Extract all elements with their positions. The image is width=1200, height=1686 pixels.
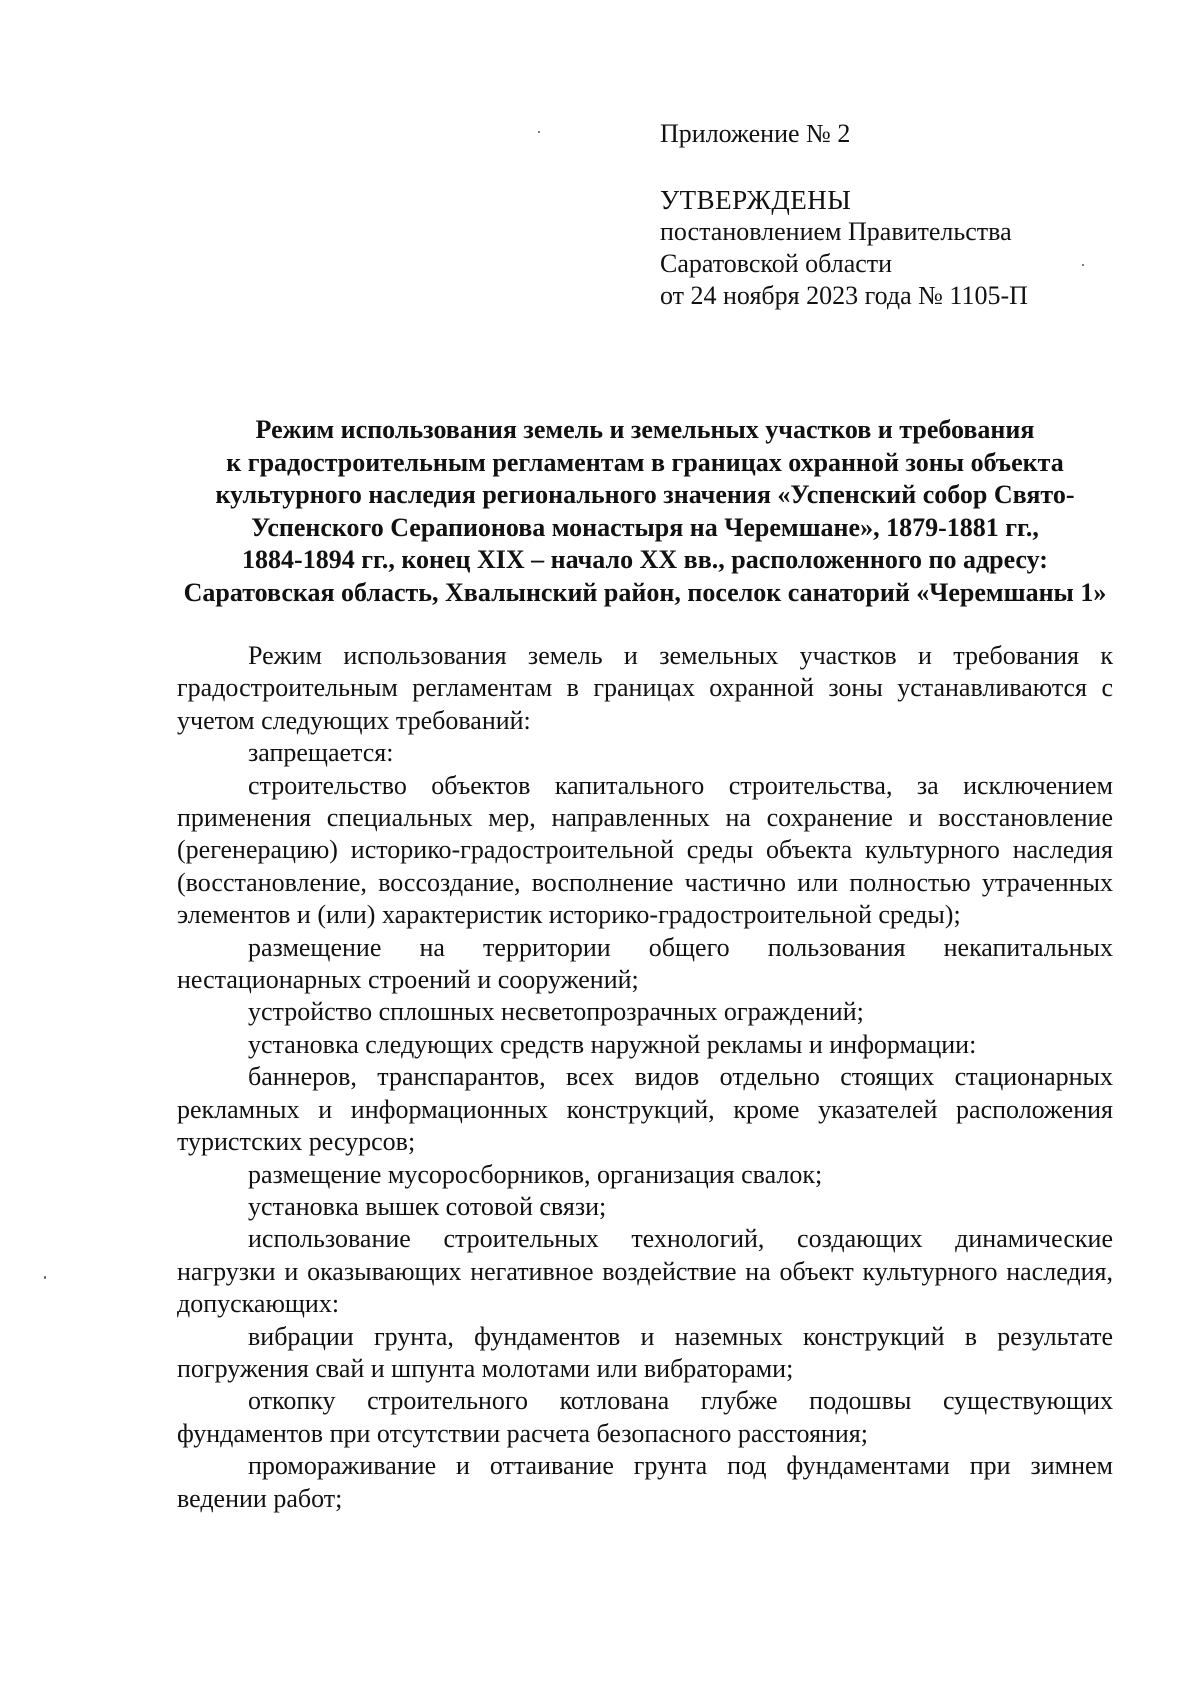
approval-block: [660, 118, 1140, 312]
body-paragraph: вибрации грунта, фундаментов и наземных конструкций в результате погружения свай и шпунта молотами или вибраторами;: [177, 1321, 1113, 1383]
body-paragraph: запрещается:: [248, 738, 394, 768]
title-line: Саратовская область, Хвалынский район, поселок санаторий «Черемшаны 1»: [183, 577, 1107, 607]
scan-speck: [538, 131, 540, 133]
body-paragraph: использование строительных технологий, создающих динамические нагрузки и оказывающих негативное воздействие на объект культурного наследия, допускающих:: [177, 1224, 1113, 1319]
body-paragraph: размещение на территории общего пользования некапитальных нестационарных строений и сооружений;: [177, 932, 1113, 995]
annex-number: Приложение № 2: [660, 119, 851, 148]
approval-line: Саратовской области: [660, 249, 893, 278]
body-paragraph: баннеров, транспарантов, всех видов отдельно стоящих стационарных рекламных и информационных конструкций, кроме указателей расположения туристских ресурсов;: [177, 1062, 1113, 1157]
body-paragraph: строительство объектов капитального строительства, за исключением применения специальных мер, направленных на сохранение и восстановление (регенерацию) историко-градостроительной среды объекта культурного наследия (восстановление, воссоздание, восполнение частично или полностью утраченных элементов и (или) характеристик историко-градостроительной среды);: [177, 770, 1113, 930]
title-line: к градостроительным регламентам в границах охранной зоны объекта: [226, 447, 1064, 477]
title-line: Успенского Серапионова монастыря на Черемшане», 1879-1881 гг.,: [251, 512, 1039, 542]
title-line: Режим использования земель и земельных участков и требования: [255, 415, 1035, 444]
title-line: культурного наследия регионального значения «Успенский собор Свято-: [215, 480, 1075, 509]
body-paragraph: установка вышек сотовой связи;: [248, 1191, 607, 1221]
approval-line: от 24 ноября 2023 года № 1105-П: [660, 281, 1028, 310]
document-body: [177, 640, 1113, 1515]
body-paragraph: промораживание и оттаивание грунта под фундаментами при зимнем ведении работ;: [177, 1451, 1113, 1513]
body-paragraph: Режим использования земель и земельных участков и требования к градостроительным регламентам в границах охранной зоны устанавливаются с учетом следующих требований:: [177, 641, 1113, 735]
scan-speck: [44, 1276, 46, 1279]
scan-speck: [1082, 264, 1084, 266]
body-paragraph: размещение мусоросборников, организация свалок;: [248, 1159, 823, 1189]
body-paragraph: откопку строительного котлована глубже подошвы существующих фундаментов при отсутствии расчета безопасного расстояния;: [177, 1386, 1113, 1448]
body-paragraph: установка следующих средств наружной рекламы и информации:: [248, 1029, 977, 1059]
document-title: [170, 414, 1120, 609]
approved-label: УТВЕРЖДЕНЫ: [660, 185, 852, 215]
body-paragraph: устройство сплошных несветопрозрачных ограждений;: [248, 997, 864, 1027]
approval-line: постановлением Правительства: [660, 217, 1012, 246]
title-line: 1884-1894 гг., конец XIX – начало XX вв., расположенного по адресу:: [242, 545, 1048, 574]
